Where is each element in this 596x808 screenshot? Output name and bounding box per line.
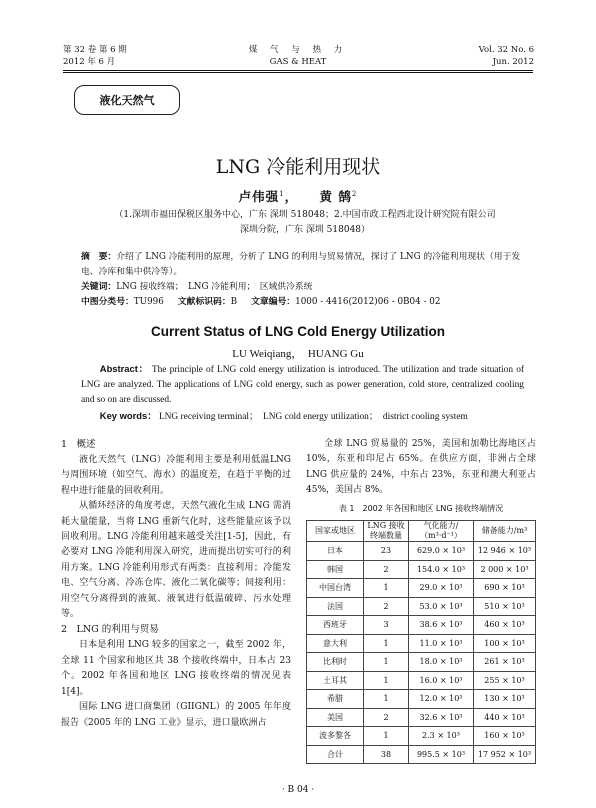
table-cell: 2	[364, 708, 409, 727]
table-cell: 中国台湾	[307, 579, 364, 598]
table-row	[307, 653, 536, 672]
section-heading-2: 2 LNG 的利用与贸易	[61, 624, 159, 636]
table-cell: 38.6 × 10³	[409, 616, 474, 635]
abstract-en	[81, 361, 524, 425]
table-cell: 3	[364, 616, 409, 635]
table-cell: 1	[364, 690, 409, 709]
table-cell: 1	[364, 653, 409, 672]
table-cell: 460 × 10³	[474, 616, 536, 635]
running-header-right	[479, 44, 534, 68]
table-cell: 2.3 × 10³	[409, 727, 474, 746]
publication-date: 2012 年 6 月	[63, 57, 116, 67]
volume-issue: 第 32 卷 第 6 期	[63, 45, 127, 55]
table-cell: 53.0 × 10³	[409, 597, 474, 616]
lng-terminal-table	[306, 520, 536, 764]
header-rule-bottom	[63, 72, 533, 73]
table-cell: 160 × 10³	[474, 727, 536, 746]
affiliation-line-2: 深圳分院，广东 深圳 518048）	[239, 225, 371, 235]
table-header-cell: LNG 接收终端数量	[364, 521, 409, 542]
keywords-en-label: Key words：	[99, 410, 157, 421]
table-row	[307, 579, 536, 598]
table-row	[307, 690, 536, 709]
body-paragraph: 从循环经济的角度考虑，天然气液化生成 LNG 需消耗大量能量，当将 LNG 重新气化时，这些能量应该予以回收利用。LNG 冷能利用越来越受关注[1-5]，因此，有必要对 LNG 冷能利用深入研究，进而提出切实可行的利用方案。LNG 冷能利用形式有两类：直接利用；冷能发电、空气分离、冷冻仓库、液化二氧化碳等；间接利用：用空气分离得到的液氮、液氧进行低温破碎、污水处理等。	[61, 501, 291, 620]
body-column-right	[306, 437, 536, 764]
table-cell: 130 × 10³	[474, 690, 536, 709]
doc-code: B	[230, 297, 238, 307]
body-paragraph: 日本是利用 LNG 较多的国家之一，截至 2002 年，全球 11 个国家和地区共 38 个接收终端中，日本占 23 个。2002 年各国和地区 LNG 接收终端的情况见表 1[4]。	[61, 640, 291, 697]
table-cell: 2	[364, 597, 409, 616]
table-cell: 38	[364, 745, 409, 764]
table-header-row	[307, 521, 536, 542]
table-cell: 1	[364, 634, 409, 653]
table-cell: 比利时	[307, 653, 364, 672]
keywords-cn	[81, 280, 524, 295]
table-cell: 意大利	[307, 634, 364, 653]
table-header-cell: 储备能力/m³	[474, 521, 536, 542]
author-2-affil: 2	[351, 189, 358, 198]
clc-label: 中图分类号：	[81, 297, 134, 307]
table-row	[307, 745, 536, 764]
table-cell: 1	[364, 727, 409, 746]
paper-title-en: Current Status of LNG Cold Energy Utilization	[150, 324, 445, 339]
section-tag: 液化天然气	[74, 85, 180, 115]
table-cell: 29.0 × 10³	[409, 579, 474, 598]
journal-name-cn: 煤 气 与 热 力	[248, 45, 348, 55]
classification-line	[81, 295, 524, 310]
author-1-affil: 1	[279, 189, 285, 198]
table-cell: 629.0 × 10³	[409, 542, 474, 561]
abstract-cn-paragraph	[81, 250, 524, 280]
table-cell: 440 × 10³	[474, 708, 536, 727]
table-row	[307, 597, 536, 616]
table-header-cell: 气化能力/（m³·d⁻¹）	[409, 521, 474, 542]
volume-issue-en: Vol. 32 No. 6	[478, 45, 534, 55]
keywords-cn-label: 关键词：	[81, 282, 117, 292]
table-cell: 2	[364, 560, 409, 579]
article-number: 1000 - 4416(2012)06 - 0B04 - 02	[295, 297, 441, 307]
affiliation-line-1: （1.深圳市福田保税区服务中心，广东 深圳 518048；2.中国市政工程西北设计研究院有限公司	[114, 210, 496, 220]
abstract-en-label: Abstract：	[99, 363, 149, 374]
table-row	[307, 671, 536, 690]
header-rule-top	[63, 70, 533, 71]
clc-number: TU996	[133, 297, 164, 307]
table-row	[307, 616, 536, 635]
authors-en: LU Weiqiang， HUANG Gu	[232, 348, 364, 360]
table-row	[307, 727, 536, 746]
body-paragraph: 液化天然气（LNG）冷能利用主要是利用低温LNG 与周围环境（如空气、海水）的温度差，在趋于平衡的过程中进行能量的回收利用。	[61, 455, 291, 496]
table-cell: 希腊	[307, 690, 364, 709]
table-cell: 23	[364, 542, 409, 561]
doc-code-label: 文献标识码：	[177, 297, 231, 307]
table-cell: 1	[364, 671, 409, 690]
authors-cn: 卢伟强$^1$， 黄 鹄$^2$	[238, 189, 358, 204]
affiliations	[70, 208, 540, 238]
table-cell: 12.0 × 10³	[409, 690, 474, 709]
table-cell: 12 946 × 10³	[474, 542, 536, 561]
table-row	[307, 634, 536, 653]
body-paragraph: 国际 LNG 进口商集团（GIIGNL）的 2005 年年度报告《2005 年的 LNG 工业》显示，进口量欧洲占	[61, 702, 291, 728]
body-column-left	[61, 437, 291, 731]
page-number: · B 04 ·	[281, 785, 315, 795]
table-caption: 表 1 2002 年各国和地区 LNG 接收终端情况	[338, 503, 504, 513]
table-row	[307, 542, 536, 561]
table-cell: 西班牙	[307, 616, 364, 635]
table-cell: 美国	[307, 708, 364, 727]
publication-date-en: Jun. 2012	[492, 57, 534, 67]
abstract-cn-label: 摘 要：	[81, 252, 117, 262]
keywords-cn-text: LNG 接收终端； LNG 冷能利用； 区域供冷系统	[116, 282, 313, 292]
article-number-label: 文章编号：	[251, 297, 296, 307]
table-row	[307, 708, 536, 727]
abstract-cn	[81, 250, 524, 310]
table-cell: 17 952 × 10³	[474, 745, 536, 764]
table-cell: 100 × 10³	[474, 634, 536, 653]
table-cell: 2 000 × 10³	[474, 560, 536, 579]
table-cell: 波多黎各	[307, 727, 364, 746]
author-2: 黄 鹄	[319, 189, 352, 204]
table-header-cell: 国家或地区	[307, 521, 364, 542]
table-cell: 154.0 × 10³	[409, 560, 474, 579]
abstract-en-paragraph	[81, 361, 524, 408]
table-cell: 11.0 × 10³	[409, 634, 474, 653]
keywords-en-text: LNG receiving terminal； LNG cold energy utilization； district cooling system	[158, 412, 468, 422]
section-heading-1: 1 概述	[61, 439, 96, 450]
journal-name-en: GAS & HEAT	[269, 57, 327, 67]
table-row	[307, 560, 536, 579]
abstract-cn-text: 介绍了 LNG 冷能利用的原理，分析了 LNG 的利用与贸易情况，探讨了 LNG 的冷能利用现状（用于发电、冷库和集中供冷等）。	[81, 252, 521, 277]
table-cell: 16.0 × 10³	[409, 671, 474, 690]
paper-title-cn: LNG 冷能利用现状	[215, 156, 381, 178]
table-cell: 255 × 10³	[474, 671, 536, 690]
table-cell: 690 × 10³	[474, 579, 536, 598]
table-cell: 土耳其	[307, 671, 364, 690]
table-cell: 韩国	[307, 560, 364, 579]
author-1: 卢伟强	[238, 189, 280, 204]
abstract-en-text: The principle of LNG cold energy utilization is introduced. The utilization and trade situation of LNG are analyzed. The applications of LNG cold energy, such as power generation, cold store, centralized cooling and so on are discussed.	[81, 365, 524, 405]
table-cell: 32.6 × 10³	[409, 708, 474, 727]
table-cell: 1	[364, 579, 409, 598]
table-cell: 法国	[307, 597, 364, 616]
table-cell: 261 × 10³	[474, 653, 536, 672]
table-cell: 510 × 10³	[474, 597, 536, 616]
table-cell: 18.0 × 10³	[409, 653, 474, 672]
keywords-en	[81, 408, 524, 425]
table-cell: 合计	[307, 745, 364, 764]
table-cell: 日本	[307, 542, 364, 561]
table-cell: 995.5 × 10³	[409, 745, 474, 764]
body-paragraph: 全球 LNG 贸易量的 25%，美国和加勒比海地区占 10%，东亚和印尼占 65%。在供应方面，非洲占全球 LNG 供应量的 24%，中东占 23%，东亚和澳大利亚占 45%，美国占 8%。	[306, 439, 536, 496]
